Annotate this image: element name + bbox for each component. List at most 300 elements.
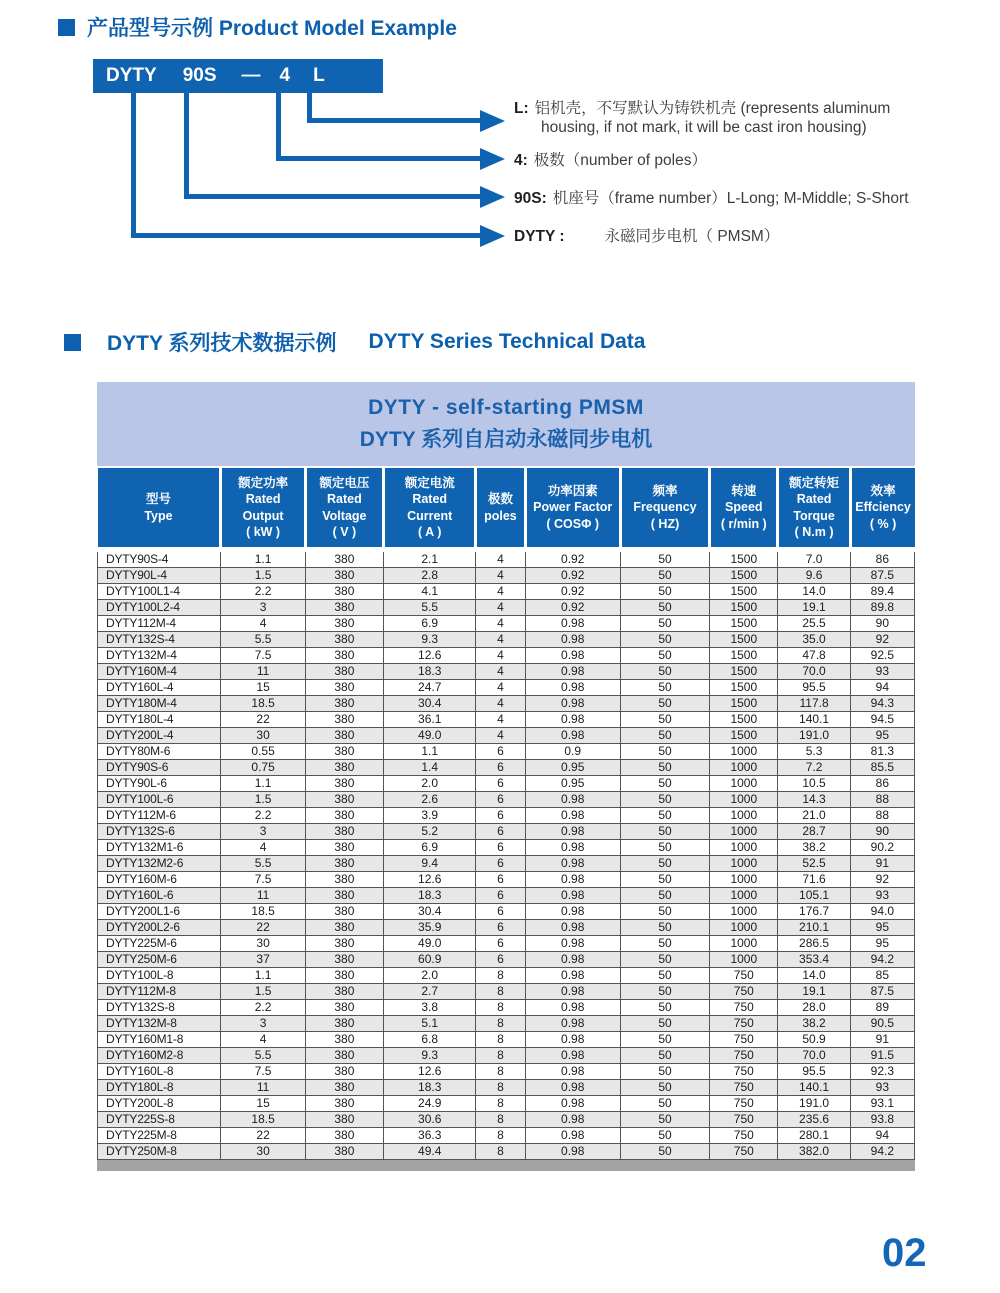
value-cell: 380 <box>305 824 383 840</box>
model-part-dash: — <box>241 65 261 86</box>
model-type-cell: DYTY132S-4 <box>98 632 221 648</box>
value-cell: 4 <box>476 648 525 664</box>
value-cell: 50 <box>620 968 709 984</box>
model-type-cell: DYTY160L-4 <box>98 680 221 696</box>
value-cell: 6 <box>476 840 525 856</box>
value-cell: 6 <box>476 808 525 824</box>
value-cell: 9.6 <box>778 568 850 584</box>
table-row <box>98 600 915 616</box>
value-cell: 1000 <box>710 760 778 776</box>
value-cell: 380 <box>305 904 383 920</box>
value-cell: 1000 <box>710 856 778 872</box>
value-cell: 750 <box>710 1032 778 1048</box>
value-cell: 50 <box>620 1032 709 1048</box>
model-type-cell: DYTY100L-6 <box>98 792 221 808</box>
value-cell: 6 <box>476 792 525 808</box>
value-cell: 4 <box>476 664 525 680</box>
model-type-cell: DYTY225S-8 <box>98 1112 221 1128</box>
value-cell: 50 <box>620 904 709 920</box>
column-header: 效率 Effciency ( % ) <box>850 468 914 550</box>
table-row <box>98 1032 915 1048</box>
column-header: 额定电压 Rated Voltage ( V ) <box>305 468 383 550</box>
value-cell: 3 <box>221 824 305 840</box>
model-type-cell: DYTY90L-6 <box>98 776 221 792</box>
model-type-cell: DYTY90S-4 <box>98 550 221 568</box>
value-cell: 50 <box>620 1000 709 1016</box>
table-banner-line2: DYTY 系列自启动永磁同步电机 <box>359 427 653 451</box>
value-cell: 18.5 <box>221 904 305 920</box>
value-cell: 380 <box>305 568 383 584</box>
table-row <box>98 616 915 632</box>
value-cell: 50 <box>620 600 709 616</box>
table-row <box>98 872 915 888</box>
value-cell: 0.9 <box>525 744 620 760</box>
value-cell: 12.6 <box>384 648 476 664</box>
table-row <box>98 1080 915 1096</box>
value-cell: 380 <box>305 856 383 872</box>
connector-line-90s <box>184 194 480 199</box>
value-cell: 87.5 <box>850 984 914 1000</box>
connector-line-4 <box>276 156 480 161</box>
value-cell: 1.1 <box>221 776 305 792</box>
value-cell: 9.4 <box>384 856 476 872</box>
value-cell: 92 <box>850 632 914 648</box>
callout-text: housing, if not mark, it will be cast iron housing) <box>541 119 867 137</box>
value-cell: 30.4 <box>384 696 476 712</box>
value-cell: 14.3 <box>778 792 850 808</box>
value-cell: 4 <box>476 680 525 696</box>
value-cell: 70.0 <box>778 664 850 680</box>
table-row <box>98 840 915 856</box>
value-cell: 1000 <box>710 776 778 792</box>
value-cell: 380 <box>305 1048 383 1064</box>
table-row <box>98 776 915 792</box>
value-cell: 380 <box>305 888 383 904</box>
value-cell: 6 <box>476 920 525 936</box>
data-table <box>97 468 915 1160</box>
value-cell: 6 <box>476 904 525 920</box>
value-cell: 0.98 <box>525 1000 620 1016</box>
model-type-cell: DYTY80M-6 <box>98 744 221 760</box>
value-cell: 15 <box>221 1096 305 1112</box>
value-cell: 6 <box>476 952 525 968</box>
arrow-icon <box>480 148 505 170</box>
column-header: 额定功率 Rated Output ( kW ) <box>221 468 305 550</box>
value-cell: 750 <box>710 1112 778 1128</box>
value-cell: 6 <box>476 776 525 792</box>
value-cell: 50 <box>620 888 709 904</box>
value-cell: 1.4 <box>384 760 476 776</box>
value-cell: 750 <box>710 1048 778 1064</box>
value-cell: 380 <box>305 1016 383 1032</box>
value-cell: 5.5 <box>221 1048 305 1064</box>
value-cell: 50 <box>620 680 709 696</box>
value-cell: 750 <box>710 1064 778 1080</box>
value-cell: 1.5 <box>221 792 305 808</box>
value-cell: 1000 <box>710 824 778 840</box>
column-header: 额定转矩 Rated Torque ( N.m ) <box>778 468 850 550</box>
value-cell: 380 <box>305 1080 383 1096</box>
value-cell: 0.98 <box>525 1128 620 1144</box>
value-cell: 52.5 <box>778 856 850 872</box>
value-cell: 0.98 <box>525 696 620 712</box>
value-cell: 8 <box>476 1064 525 1080</box>
table-row <box>98 920 915 936</box>
table-row <box>98 1144 915 1160</box>
value-cell: 2.2 <box>221 584 305 600</box>
value-cell: 0.98 <box>525 664 620 680</box>
value-cell: 4 <box>476 568 525 584</box>
value-cell: 6 <box>476 744 525 760</box>
connector-line-l <box>307 118 480 123</box>
value-cell: 2.1 <box>384 550 476 568</box>
table-row <box>98 968 915 984</box>
table-bottom-bar <box>97 1160 915 1171</box>
value-cell: 1500 <box>710 680 778 696</box>
value-cell: 0.98 <box>525 936 620 952</box>
value-cell: 28.0 <box>778 1000 850 1016</box>
value-cell: 50 <box>620 648 709 664</box>
model-part-frame: 90S <box>182 65 217 86</box>
value-cell: 1500 <box>710 648 778 664</box>
value-cell: 2.7 <box>384 984 476 1000</box>
value-cell: 94.0 <box>850 904 914 920</box>
value-cell: 0.98 <box>525 1032 620 1048</box>
value-cell: 140.1 <box>778 712 850 728</box>
value-cell: 5.5 <box>384 600 476 616</box>
value-cell: 90 <box>850 824 914 840</box>
table-row <box>98 550 915 568</box>
value-cell: 8 <box>476 984 525 1000</box>
table-row <box>98 696 915 712</box>
model-type-cell: DYTY132S-6 <box>98 824 221 840</box>
section2-title-zh: DYTY 系列技术数据示例 <box>107 332 337 355</box>
value-cell: 6 <box>476 856 525 872</box>
value-cell: 30 <box>221 1144 305 1160</box>
callout-prefix: DYTY : <box>514 228 565 245</box>
value-cell: 105.1 <box>778 888 850 904</box>
model-type-cell: DYTY180L-4 <box>98 712 221 728</box>
value-cell: 93 <box>850 1080 914 1096</box>
value-cell: 38.2 <box>778 840 850 856</box>
model-type-cell: DYTY100L1-4 <box>98 584 221 600</box>
value-cell: 4.1 <box>384 584 476 600</box>
value-cell: 11 <box>221 1080 305 1096</box>
value-cell: 0.98 <box>525 648 620 664</box>
model-type-cell: DYTY250M-6 <box>98 952 221 968</box>
value-cell: 210.1 <box>778 920 850 936</box>
connector-line-90s <box>184 93 189 199</box>
value-cell: 176.7 <box>778 904 850 920</box>
value-cell: 0.92 <box>525 568 620 584</box>
value-cell: 5.1 <box>384 1016 476 1032</box>
value-cell: 18.5 <box>221 696 305 712</box>
value-cell: 49.0 <box>384 936 476 952</box>
value-cell: 380 <box>305 744 383 760</box>
value-cell: 0.98 <box>525 968 620 984</box>
value-cell: 117.8 <box>778 696 850 712</box>
value-cell: 1000 <box>710 920 778 936</box>
value-cell: 50 <box>620 696 709 712</box>
bullet-square-icon <box>64 334 81 351</box>
model-type-cell: DYTY250M-8 <box>98 1144 221 1160</box>
value-cell: 380 <box>305 584 383 600</box>
model-type-cell: DYTY132M2-6 <box>98 856 221 872</box>
value-cell: 1.5 <box>221 568 305 584</box>
table-row <box>98 712 915 728</box>
value-cell: 380 <box>305 952 383 968</box>
model-type-cell: DYTY160M2-8 <box>98 1048 221 1064</box>
value-cell: 6.9 <box>384 840 476 856</box>
column-header: 功率因素 Power Factor ( COSΦ ) <box>525 468 620 550</box>
model-type-cell: DYTY100L2-4 <box>98 600 221 616</box>
value-cell: 4 <box>476 584 525 600</box>
value-cell: 18.5 <box>221 1112 305 1128</box>
value-cell: 380 <box>305 808 383 824</box>
value-cell: 50 <box>620 1064 709 1080</box>
value-cell: 94 <box>850 1128 914 1144</box>
value-cell: 1500 <box>710 712 778 728</box>
value-cell: 750 <box>710 1144 778 1160</box>
value-cell: 50 <box>620 760 709 776</box>
value-cell: 1000 <box>710 744 778 760</box>
value-cell: 380 <box>305 1128 383 1144</box>
table-row <box>98 904 915 920</box>
value-cell: 89 <box>850 1000 914 1016</box>
value-cell: 6 <box>476 824 525 840</box>
callout-text: 永磁同步电机（ PMSM） <box>604 228 780 245</box>
value-cell: 750 <box>710 1096 778 1112</box>
value-cell: 85 <box>850 968 914 984</box>
value-cell: 50 <box>620 550 709 568</box>
value-cell: 5.5 <box>221 856 305 872</box>
value-cell: 37 <box>221 952 305 968</box>
model-type-cell: DYTY132M-8 <box>98 1016 221 1032</box>
value-cell: 1500 <box>710 600 778 616</box>
value-cell: 0.98 <box>525 728 620 744</box>
value-cell: 70.0 <box>778 1048 850 1064</box>
value-cell: 93.8 <box>850 1112 914 1128</box>
table-row <box>98 1000 915 1016</box>
callout-text: 机座号（frame number）L-Long; M-Middle; S-Short <box>552 190 909 207</box>
value-cell: 0.98 <box>525 872 620 888</box>
value-cell: 280.1 <box>778 1128 850 1144</box>
value-cell: 93.1 <box>850 1096 914 1112</box>
value-cell: 22 <box>221 920 305 936</box>
value-cell: 3 <box>221 600 305 616</box>
table-row <box>98 760 915 776</box>
value-cell: 22 <box>221 712 305 728</box>
value-cell: 2.2 <box>221 1000 305 1016</box>
value-cell: 50 <box>620 792 709 808</box>
model-type-cell: DYTY225M-6 <box>98 936 221 952</box>
model-type-cell: DYTY180M-4 <box>98 696 221 712</box>
value-cell: 35.0 <box>778 632 850 648</box>
value-cell: 380 <box>305 984 383 1000</box>
table-row <box>98 568 915 584</box>
value-cell: 380 <box>305 616 383 632</box>
value-cell: 7.5 <box>221 648 305 664</box>
value-cell: 50 <box>620 856 709 872</box>
table-row <box>98 952 915 968</box>
value-cell: 0.98 <box>525 952 620 968</box>
value-cell: 750 <box>710 1128 778 1144</box>
value-cell: 95.5 <box>778 680 850 696</box>
value-cell: 8 <box>476 1080 525 1096</box>
value-cell: 11 <box>221 664 305 680</box>
value-cell: 90 <box>850 616 914 632</box>
value-cell: 93 <box>850 664 914 680</box>
model-type-cell: DYTY200L2-6 <box>98 920 221 936</box>
value-cell: 1.1 <box>384 744 476 760</box>
value-cell: 1500 <box>710 550 778 568</box>
value-cell: 5.2 <box>384 824 476 840</box>
table-row <box>98 1016 915 1032</box>
value-cell: 286.5 <box>778 936 850 952</box>
value-cell: 11 <box>221 888 305 904</box>
callout-text: 铝机壳，不写默认为铸铁机壳 (represents aluminum <box>534 100 891 117</box>
value-cell: 50 <box>620 1144 709 1160</box>
connector-line-4 <box>276 93 281 161</box>
value-cell: 0.98 <box>525 888 620 904</box>
value-cell: 28.7 <box>778 824 850 840</box>
value-cell: 38.2 <box>778 1016 850 1032</box>
value-cell: 0.98 <box>525 824 620 840</box>
value-cell: 4 <box>476 550 525 568</box>
value-cell: 750 <box>710 1080 778 1096</box>
callout-text: 极数（number of poles） <box>533 152 707 169</box>
value-cell: 382.0 <box>778 1144 850 1160</box>
value-cell: 19.1 <box>778 984 850 1000</box>
model-part-dyty: DYTY <box>106 65 157 86</box>
table-row <box>98 1112 915 1128</box>
value-cell: 6.9 <box>384 616 476 632</box>
value-cell: 94 <box>850 680 914 696</box>
value-cell: 0.98 <box>525 712 620 728</box>
model-type-cell: DYTY180L-8 <box>98 1080 221 1096</box>
value-cell: 0.92 <box>525 550 620 568</box>
value-cell: 89.4 <box>850 584 914 600</box>
value-cell: 0.98 <box>525 1096 620 1112</box>
value-cell: 30.6 <box>384 1112 476 1128</box>
table-row <box>98 648 915 664</box>
value-cell: 0.92 <box>525 600 620 616</box>
table-row <box>98 728 915 744</box>
value-cell: 380 <box>305 696 383 712</box>
column-header: 频率 Frequency ( HZ) <box>620 468 709 550</box>
value-cell: 380 <box>305 776 383 792</box>
value-cell: 140.1 <box>778 1080 850 1096</box>
value-cell: 1500 <box>710 696 778 712</box>
value-cell: 50 <box>620 840 709 856</box>
value-cell: 94.5 <box>850 712 914 728</box>
section1-title-text: 产品型号示例 Product Model Example <box>87 17 457 40</box>
value-cell: 380 <box>305 792 383 808</box>
value-cell: 30 <box>221 936 305 952</box>
value-cell: 2.6 <box>384 792 476 808</box>
value-cell: 191.0 <box>778 1096 850 1112</box>
value-cell: 30.4 <box>384 904 476 920</box>
value-cell: 380 <box>305 872 383 888</box>
value-cell: 5.5 <box>221 632 305 648</box>
model-type-cell: DYTY112M-8 <box>98 984 221 1000</box>
value-cell: 24.7 <box>384 680 476 696</box>
value-cell: 2.0 <box>384 776 476 792</box>
table-row <box>98 1128 915 1144</box>
value-cell: 8 <box>476 1144 525 1160</box>
model-type-cell: DYTY160L-8 <box>98 1064 221 1080</box>
value-cell: 380 <box>305 550 383 568</box>
value-cell: 380 <box>305 648 383 664</box>
value-cell: 95 <box>850 728 914 744</box>
table-row <box>98 984 915 1000</box>
model-type-cell: DYTY200L-8 <box>98 1096 221 1112</box>
value-cell: 50 <box>620 872 709 888</box>
section2-title-en: DYTY Series Technical Data <box>368 330 646 353</box>
value-cell: 50 <box>620 584 709 600</box>
value-cell: 36.1 <box>384 712 476 728</box>
value-cell: 380 <box>305 632 383 648</box>
value-cell: 1500 <box>710 568 778 584</box>
callout-pmsm <box>514 227 779 246</box>
value-cell: 50.9 <box>778 1032 850 1048</box>
value-cell: 14.0 <box>778 968 850 984</box>
value-cell: 191.0 <box>778 728 850 744</box>
value-cell: 50 <box>620 1096 709 1112</box>
value-cell: 0.98 <box>525 680 620 696</box>
value-cell: 50 <box>620 568 709 584</box>
value-cell: 1500 <box>710 632 778 648</box>
connector-line-dyty <box>131 233 480 238</box>
value-cell: 7.2 <box>778 760 850 776</box>
value-cell: 8 <box>476 1000 525 1016</box>
model-type-cell: DYTY132M1-6 <box>98 840 221 856</box>
value-cell: 50 <box>620 808 709 824</box>
table-row <box>98 664 915 680</box>
value-cell: 380 <box>305 1112 383 1128</box>
value-cell: 30 <box>221 728 305 744</box>
value-cell: 0.98 <box>525 1064 620 1080</box>
value-cell: 47.8 <box>778 648 850 664</box>
value-cell: 50 <box>620 712 709 728</box>
value-cell: 0.98 <box>525 632 620 648</box>
table-row <box>98 856 915 872</box>
value-cell: 8 <box>476 1112 525 1128</box>
model-type-cell: DYTY132M-4 <box>98 648 221 664</box>
value-cell: 750 <box>710 968 778 984</box>
value-cell: 750 <box>710 984 778 1000</box>
model-type-cell: DYTY160M-6 <box>98 872 221 888</box>
value-cell: 50 <box>620 616 709 632</box>
value-cell: 95 <box>850 936 914 952</box>
value-cell: 380 <box>305 968 383 984</box>
value-cell: 0.95 <box>525 776 620 792</box>
table-row <box>98 632 915 648</box>
value-cell: 7.5 <box>221 1064 305 1080</box>
arrow-icon <box>480 186 505 208</box>
value-cell: 353.4 <box>778 952 850 968</box>
value-cell: 0.98 <box>525 856 620 872</box>
value-cell: 380 <box>305 1000 383 1016</box>
value-cell: 380 <box>305 664 383 680</box>
technical-data-table <box>97 382 915 1171</box>
value-cell: 90.5 <box>850 1016 914 1032</box>
value-cell: 9.3 <box>384 1048 476 1064</box>
value-cell: 0.98 <box>525 1112 620 1128</box>
value-cell: 8 <box>476 1048 525 1064</box>
value-cell: 0.98 <box>525 616 620 632</box>
value-cell: 92 <box>850 872 914 888</box>
